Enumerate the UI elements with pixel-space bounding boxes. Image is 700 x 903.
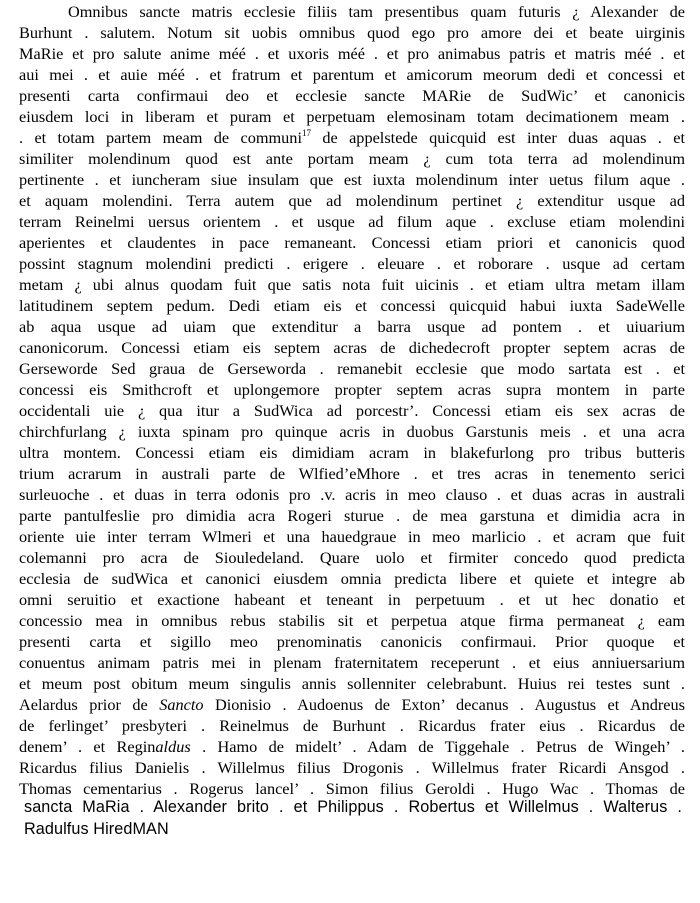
text-line: chirchfurlang ¿ iuxta spinam pro quinque acris in duobus Garstunis meis . et una acra bbox=[19, 422, 685, 441]
text-line bbox=[19, 127, 685, 149]
text-line: aui mei . et auie méé . et fratrum et parentum et amicorum meorum dedi et concessi et bbox=[19, 65, 685, 84]
text-line: eiusdem loci in liberam et puram et perpetuam elemosinam totam decimationem meam . bbox=[19, 107, 685, 126]
text-line: Thomas cementarius . Rogerus lancel’ . Simon filius Geroldi . Hugo Wac . Thomas de bbox=[19, 779, 685, 798]
text-line: surleuoche . et duas in terra odonis pro .v. acris in meo clauso . et duas acras in australi bbox=[19, 485, 685, 504]
footnote-marker: 17 bbox=[301, 128, 311, 138]
appended-text-line: Radulfus HiredMAN bbox=[24, 820, 169, 838]
text-line: de ferlinget’ presbyteri . Reinelmus de Burhunt . Ricardus frater eius . Ricardus de bbox=[19, 716, 685, 735]
text-line: Omnibus sancte matris ecclesie filiis tam presentibus quam futuris ¿ Alexander de bbox=[68, 2, 685, 21]
text-line: aperientes et claudentes in pace remaneant. Concessi etiam priori et canonicis quod bbox=[19, 233, 685, 252]
text-line: Burhunt . salutem. Notum sit uobis omnibus quod ego pro amore dei et beate uirginis bbox=[19, 23, 685, 42]
text-segment: . Hamo de midelt’ . Adam de Tiggehale . Petrus de Wingeh’ . bbox=[190, 737, 685, 756]
text-line bbox=[19, 694, 685, 716]
text-line: latitudinem septem pedum. Dedi etiam eis et concessi quicquid habui iuxta SadeWelle bbox=[19, 296, 685, 315]
italic-segment: aldus bbox=[155, 737, 191, 756]
text-line: oriente uie inter terram Wlmeri et una hauedgraue in meo marlicio . et acram que fuit bbox=[19, 527, 685, 546]
text-line: omni seruitio et exactione habeant et teneant in perpetuum . et ut hec donatio et bbox=[19, 590, 685, 609]
text-line: concessi eis Smithcroft et uplongemore propter septem acras supra montem in parte bbox=[19, 380, 685, 399]
text-segment: Dionisio . Audoenus de Exton’ decanus . Augustus et Andreus bbox=[203, 695, 686, 714]
text-line: ab aqua usque ad uiam que extenditur a barra usque ad pontem . et uiuarium bbox=[19, 317, 685, 336]
text-line: parte pantulfeslie pro dimidia acra Rogeri sturue . de mea garstuna et dimidia acra in bbox=[19, 506, 685, 525]
text-line: Gerseworde Sed graua de Gerseworda . remanebit ecclesie que modo sartata est . et bbox=[19, 359, 685, 378]
text-line: et meum post obitum meum singulis annis sollenniter celebrabunt. Huius rei testes sunt . bbox=[19, 674, 685, 693]
text-line: similiter molendinum quod est ante portam meam ¿ cum tota terra ad molendinum bbox=[19, 149, 685, 168]
text-line: et aquam molendini. Terra autem que ad molendinum pertinet ¿ extenditur usque ad bbox=[19, 191, 685, 210]
text-line: colemanni pro acra de Siouledeland. Quare uolo et firmiter concedo quod predicta bbox=[19, 548, 685, 567]
text-line: presenti carta confirmaui deo et ecclesie sancte MARie de SudWic’ et canonicis bbox=[19, 86, 685, 105]
text-line: pertinente . et iuncheram siue insulam que est iuxta molendinum inter uetus filum aque . bbox=[19, 170, 685, 189]
text-segment: denem’ . et Regin bbox=[19, 737, 156, 756]
text-line: trium acrarum in australi parte de Wlfied’eMhore . et tres acras in tenemento serici bbox=[19, 464, 685, 483]
text-line: ecclesia de sudWica et canonici eiusdem omnia predicta libere et quiete et integre ab bbox=[19, 569, 685, 588]
text-line: ultra montem. Concessi etiam eis dimidiam acram in blakefurlong pro tribus butteris bbox=[19, 443, 685, 462]
appended-text-line: sancta MaRia . Alexander brito . et Philippus . Robertus et Willelmus . Walterus . bbox=[24, 798, 682, 816]
text-line: terram Reinelmi uersus orientem . et usque ad filum aque . excluse etiam molendini bbox=[19, 212, 685, 231]
text-line: metam ¿ ubi alnus quodam fuit que satis nota fuit uicinis . et etiam ultra metam illam bbox=[19, 275, 685, 294]
text-line: conuentus animam patris mei in plenam fraternitatem receperunt . et eius anniuersarium bbox=[19, 653, 685, 672]
text-segment: . et totam partem meam de communi bbox=[19, 128, 302, 147]
text-line: MaRie et pro salute anime méé . et uxoris méé . et pro animabus patris et matris méé . et bbox=[19, 44, 685, 63]
text-line: concessio mea in omnibus rebus stabilis sit et perpetua atque firma permaneat ¿ eam bbox=[19, 611, 685, 630]
text-line: possint stagnum molendini predicti . erigere . eleuare . et roborare . usque ad certam bbox=[19, 254, 685, 273]
text-line: presenti carta et sigillo meo prenominatis canonicis confirmaui. Prior quoque et bbox=[19, 632, 685, 651]
text-segment: Aelardus prior de bbox=[19, 695, 160, 714]
text-line: canonicorum. Concessi etiam eis septem acras de dichedecroft propter septem acras de bbox=[19, 338, 685, 357]
italic-segment: Sancto bbox=[159, 695, 204, 714]
text-line: Ricardus filius Danielis . Willelmus filius Drogonis . Willelmus frater Ricardi Ansgod . bbox=[19, 758, 685, 777]
text-line bbox=[19, 736, 685, 758]
text-segment: de appelstede quicquid est inter duas aquas . et bbox=[310, 128, 686, 147]
text-line: occidentali uie ¿ qua itur a SudWica ad porcestr’. Concessi etiam eis sex acras de bbox=[19, 401, 685, 420]
